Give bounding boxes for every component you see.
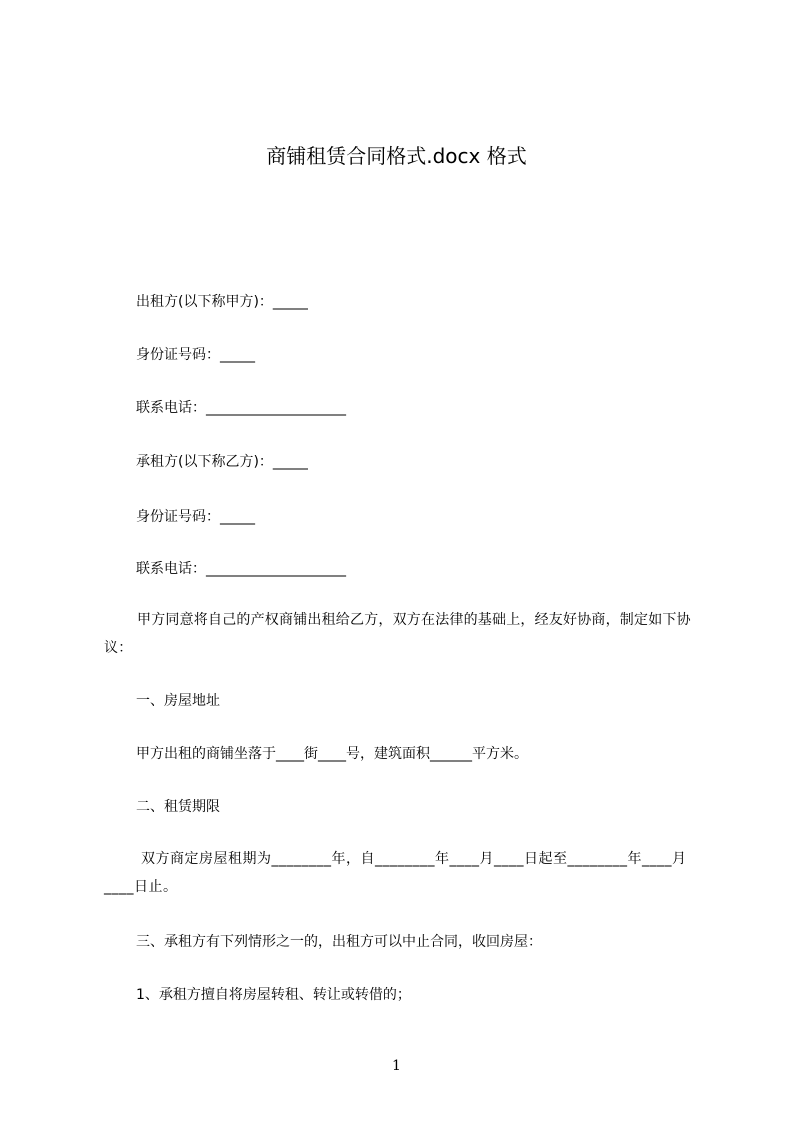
lessee-label: 承租方(以下称乙方)：_____ [136,454,308,470]
lessee-id-field: 身份证号码：_____ [136,509,255,525]
intro-paragraph: 甲方同意将自己的产权商铺出租给乙方，双方在法律的基础上，经友好协商，制定如下协议： [104,612,691,656]
lessor-id-field: 身份证号码：_____ [136,347,255,363]
section3-item1: 1、承租方擅自将房屋转租、转让或转借的； [136,987,411,1003]
section2-heading: 二、租赁期限 [136,799,220,815]
lessor-phone-field: 联系电话：____________________ [136,400,346,416]
section1-body: 甲方出租的商铺坐落于____街____号，建筑面积______平方米。 [136,746,528,762]
lessee-phone-field: 联系电话：____________________ [136,561,346,577]
section3-heading: 三、承租方有下列情形之一的，出租方可以中止合同，收回房屋： [136,934,542,950]
section1-heading: 一、房屋地址 [136,693,220,709]
section2-body: 双方商定房屋租期为________年，自________年____月____日起至________年____月____日止。 [104,851,687,895]
document-title: 商铺租赁合同格式.docx 格式 [266,144,527,168]
page-number: 1 [392,1058,401,1074]
lessor-label: 出租方(以下称甲方)：_____ [136,294,308,310]
